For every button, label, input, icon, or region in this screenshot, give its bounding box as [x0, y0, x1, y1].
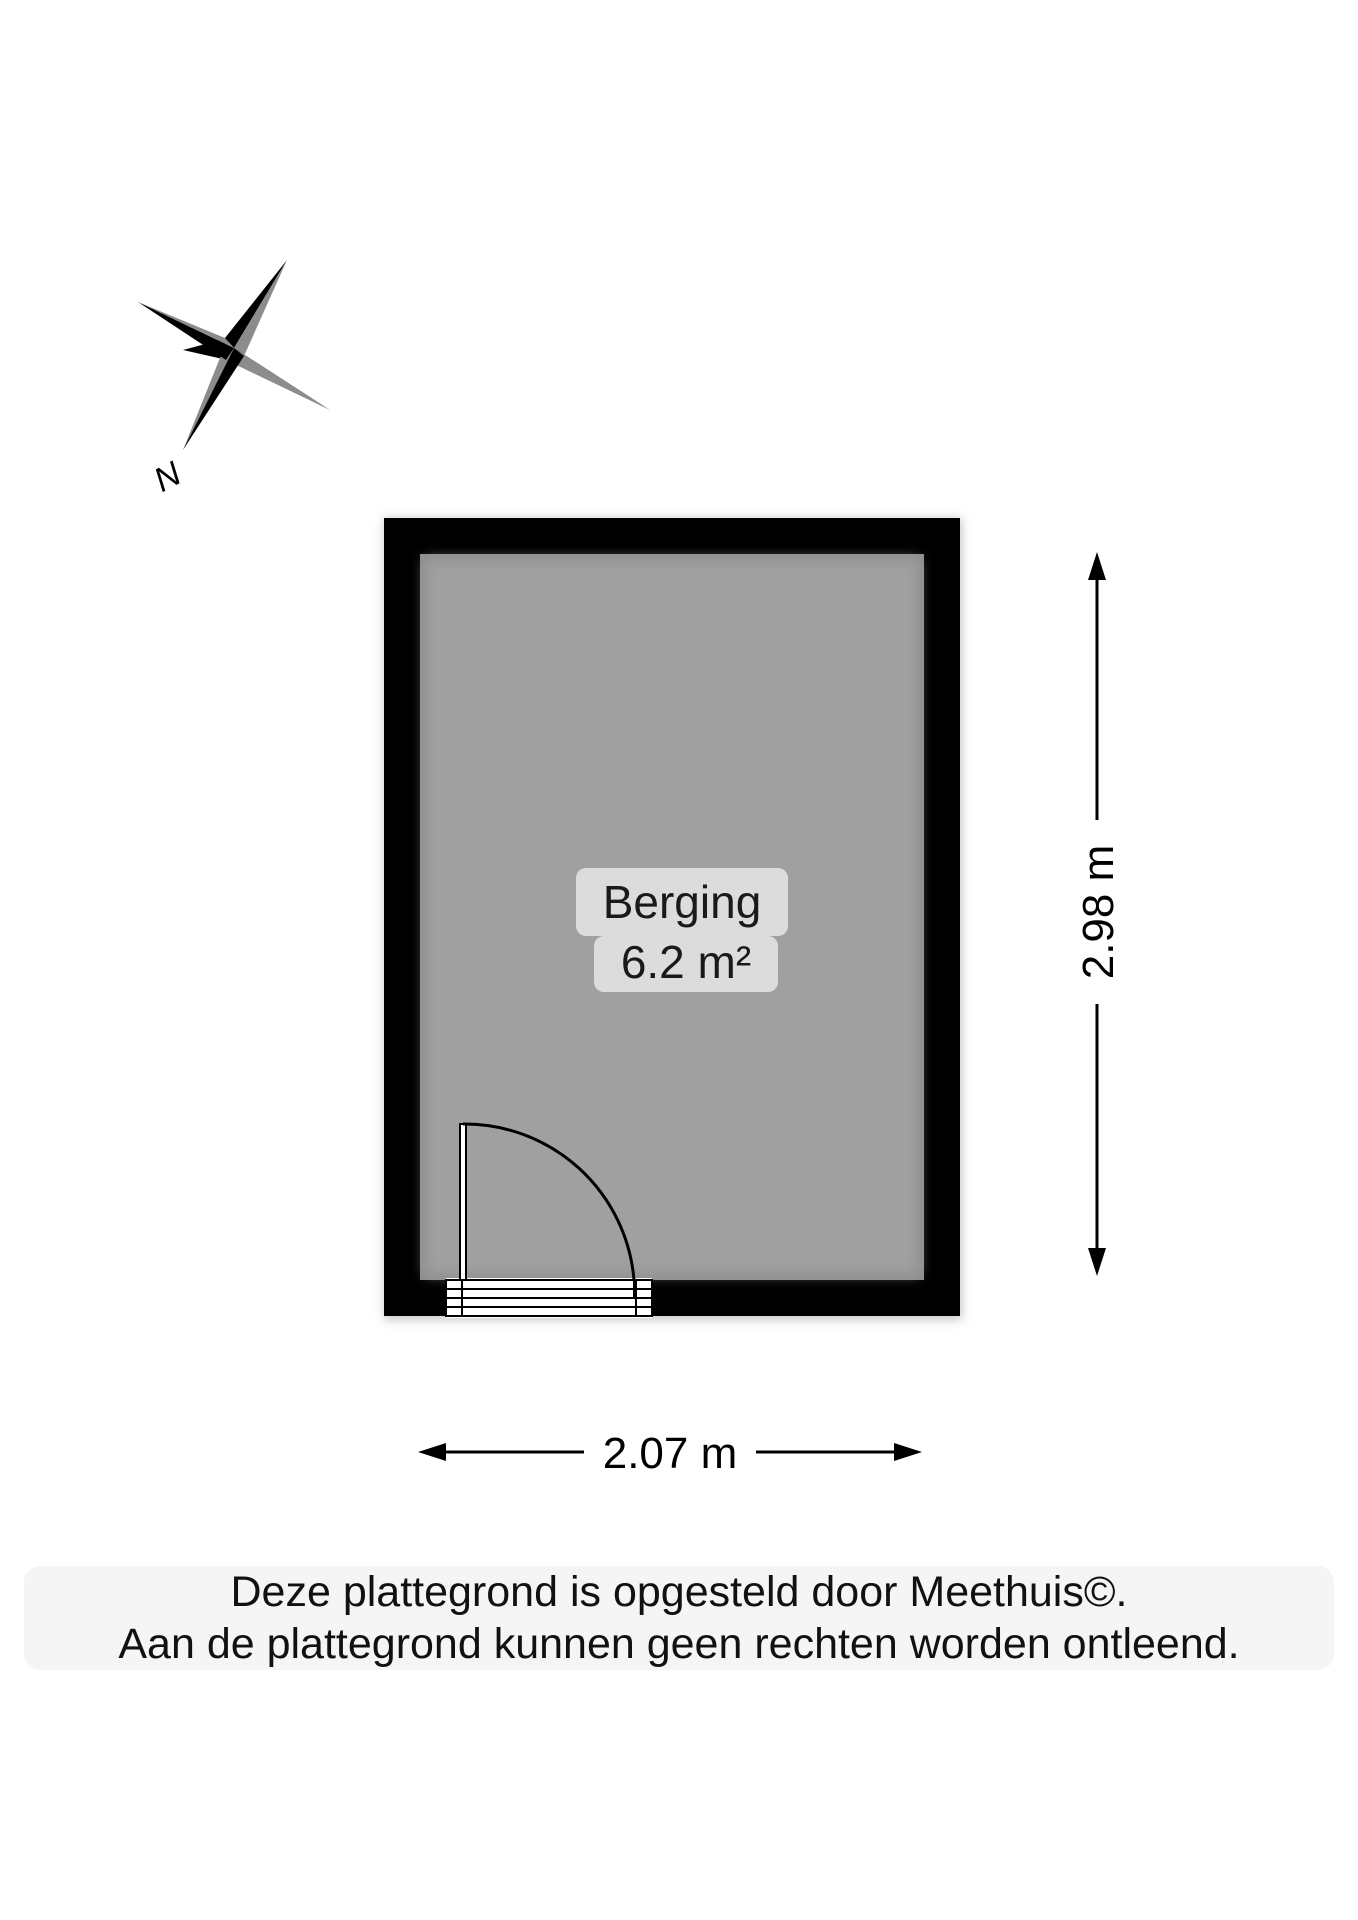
room-name: Berging	[602, 876, 762, 928]
room-area: 6.2 m²	[620, 936, 752, 988]
arrow-up-icon	[1088, 552, 1106, 580]
disclaimer-line-2: Aan de plattegrond kunnen geen rechten worden ontleend.	[118, 1620, 1240, 1668]
arrow-right-icon	[894, 1443, 922, 1461]
compass-arm-3	[138, 302, 234, 360]
compass-north-label: N	[147, 454, 188, 500]
arrow-left-icon	[418, 1443, 446, 1461]
height-dimension	[1074, 552, 1123, 1276]
disclaimer	[24, 1566, 1334, 1670]
disclaimer-line-1: Deze plattegrond is opgesteld door Meethuis©.	[230, 1568, 1128, 1616]
compass-arm-4	[183, 348, 244, 450]
height-dimension-label: 2.98 m	[1074, 844, 1123, 980]
compass-arm-1	[225, 260, 287, 348]
room-label	[576, 868, 788, 992]
compass-rose-icon	[138, 260, 330, 500]
compass-arm-1b	[234, 260, 287, 356]
compass-arm-4b	[183, 348, 234, 450]
width-dimension-label: 2.07 m	[602, 1429, 738, 1478]
arrow-down-icon	[1088, 1248, 1106, 1276]
width-dimension	[418, 1429, 922, 1478]
